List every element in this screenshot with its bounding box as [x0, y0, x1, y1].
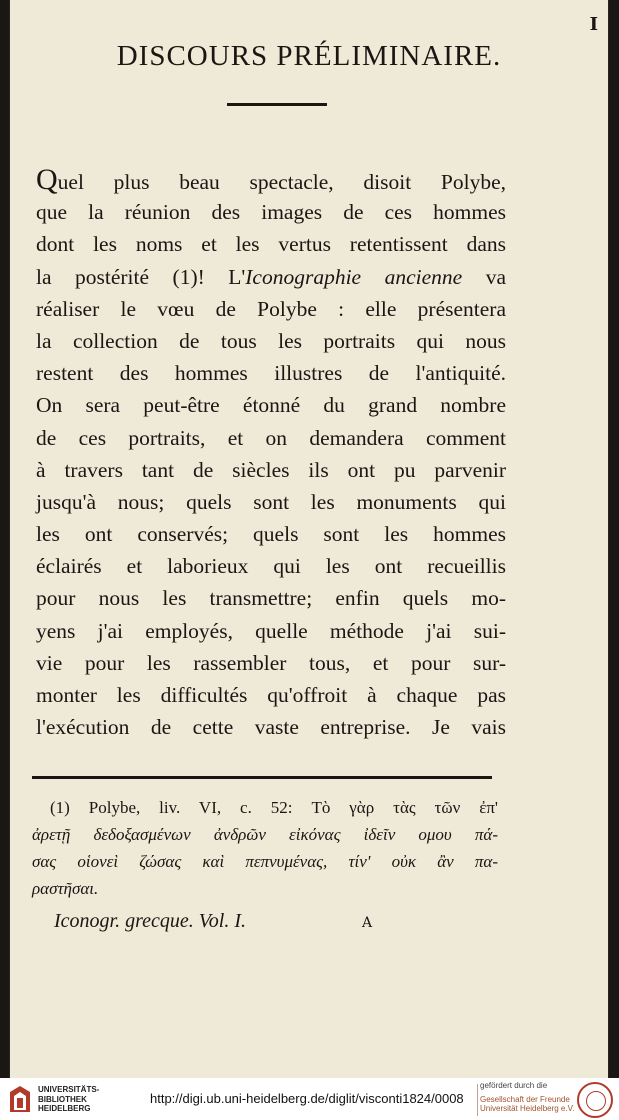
signature-line: Iconogr. grecque. Vol. I. [54, 910, 246, 932]
text-line: l'exécution de cette vaste entreprise. Je vais [36, 715, 506, 740]
sponsor-label: gefördert durch die [480, 1081, 548, 1090]
university-seal-icon [577, 1082, 613, 1118]
permalink-url[interactable]: http://digi.ub.uni-heidelberg.de/diglit/visconti1824/0008 [150, 1091, 464, 1106]
footer-divider [477, 1084, 478, 1116]
text-line: que la réunion des images de ces hommes [36, 200, 506, 225]
text-line: de ces portraits, et on demandera comment [36, 425, 506, 450]
body-text [36, 164, 506, 743]
library-logo-icon[interactable] [8, 1084, 32, 1114]
text-line [36, 261, 506, 293]
sponsor-name-line: Gesellschaft der Freunde [480, 1095, 570, 1104]
text-line: les ont conservés; quels sont les hommes [36, 522, 506, 547]
page-number: I [589, 14, 598, 35]
text-line [36, 164, 506, 196]
page-title: DISCOURS PRÉLIMINAIRE. [116, 40, 502, 72]
text-line: vie pour les rassembler tous, et pour sur- [36, 650, 506, 675]
signature-mark: A [362, 915, 373, 931]
text-fragment: va [462, 264, 506, 289]
footnote-line: ἀρετῇ δεδοξασμένων ἀνδρῶν εἰκόνας ἰδεῖν ομου πά- [32, 825, 498, 844]
drop-cap: Q [36, 163, 58, 196]
scanned-page [10, 0, 608, 1078]
work-title-italic: Iconographie ancienne [245, 264, 463, 289]
text-line: monter les difficultés qu'offroit à chaque pas [36, 683, 506, 707]
text-line: jusqu'à nous; quels sont les monuments qui [36, 489, 506, 514]
text-line-content: uel plus beau spectacle, disoit Polybe, [57, 170, 506, 194]
title-rule [227, 103, 327, 106]
footnote-line: σας οἱονεὶ ζώσας καὶ πεπνυμένας, τίν' οὐκ ἂν πα- [32, 852, 498, 871]
footnote-rule [32, 776, 492, 779]
library-name-line: HEIDELBERG [38, 1104, 91, 1113]
text-line: à travers tant de siècles ils ont pu parvenir [36, 457, 506, 482]
footnote-line: ραστῆσαι. [32, 879, 99, 898]
viewer-footer [0, 1078, 619, 1120]
sponsor-name-line: Universität Heidelberg e.V. [480, 1104, 575, 1113]
text-fragment: la postérité (1)! L' [36, 264, 246, 289]
library-name-line: UNIVERSITÄTS- [38, 1085, 100, 1094]
text-line: la collection de tous les portraits qui nous [36, 328, 506, 353]
footnote [32, 794, 498, 902]
sponsor-name[interactable] [480, 1095, 574, 1113]
text-line: réaliser le vœu de Polybe : elle présentera [36, 296, 506, 321]
text-line: dont les noms et les vertus retentissent dans [36, 232, 506, 257]
text-line: pour nous les transmettre; enfin quels mo- [36, 586, 506, 611]
library-name [38, 1085, 99, 1114]
text-line: éclairés et laborieux qui les ont recueillis [36, 554, 506, 579]
text-line: yens j'ai employés, quelle méthode j'ai sui- [36, 618, 506, 643]
text-line: On sera peut-être étonné du grand nombre [36, 393, 506, 418]
text-line: restent des hommes illustres de l'antiquité. [36, 361, 506, 386]
library-name-line: BIBLIOTHEK [38, 1094, 87, 1104]
footnote-line: (1) Polybe, liv. VI, c. 52: Τὸ γὰρ τὰς τῶν ἐπ' [50, 798, 498, 817]
